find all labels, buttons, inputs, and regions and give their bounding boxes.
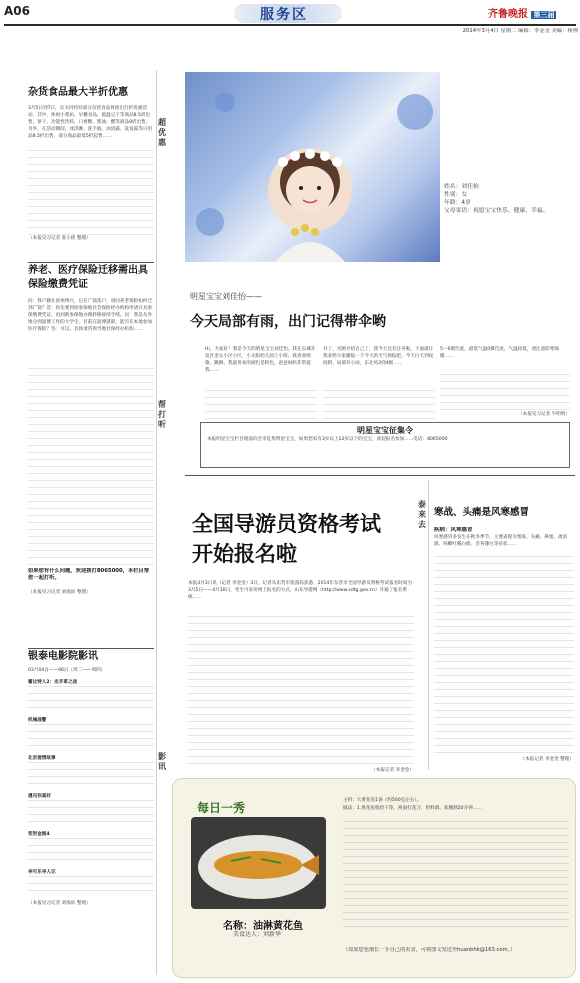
film-title: 遇见你真好 <box>28 794 51 799</box>
baby-profile <box>444 183 578 259</box>
dish-contact: （如果您也擅长一手自己的美食，可将图文发送至huanbhk@163.com。） <box>343 947 516 953</box>
cinema-credit: （本报见习记者 刘海滨 整理） <box>28 901 91 906</box>
dish-steps: 做法：1.黄花鱼收拾干净，两面打花刀，用料酒、盐腌制20分钟…… <box>343 806 482 811</box>
column-divider <box>428 480 429 770</box>
exam-credit: （本报记者 李金金） <box>371 768 414 773</box>
cold-article <box>434 506 574 770</box>
weather-col-3-filler <box>440 374 570 412</box>
insurance-article <box>28 264 154 644</box>
film-title: 霍比特人2：史矛革之战 <box>28 680 78 685</box>
insurance-body: 问：我户籍在滨州博兴，后在广饶落户，请问养老保险如何迁到广饶？答：你先要到原参保地社会保险经办机构申请开具参保缴费凭证，再到新参保地办理转移接续手续。问：我是从外地分到淄博工作的大学生，目前在淄博就职，能否在本地参加医疗保险？答：可以，具体请咨询当地社保经办机构…… <box>28 299 153 332</box>
paper-logo: 齐鲁晚报 第三届 <box>488 9 555 20</box>
baby-age: 年龄：4岁 <box>444 200 471 206</box>
weather-col-2: 对了，光顾介绍自己了，我今天还有任务呢。下面就让我来给大家播报一下今天的天气预报吧，今天白天到夜间阴，局部有小雨，东北风3到4级…… <box>323 347 434 366</box>
cold-body: 风寒感冒多发生在秋冬季节，主要表现为寒战、头痛、鼻塞、流清涕、咳嗽吐稀白痰、舌苔薄白等症状…… <box>434 535 568 547</box>
film-list <box>28 679 154 896</box>
sale-body: 3月5日到7日，东关玛特对部分杂货食品将推出打折优惠活动，其中，休闲小菜坊、早餐食品、低温豆干等商品8.5折出售，饼干、功能性饮料、口香糖、酱油、醋等商品9折出售。另外，在活动期间，冰淇淋、洗手液、沐浴露、洗发露等日用品8.5折出售，部分商品最低5折起售…… <box>28 106 153 139</box>
film-title: 变形金刚4 <box>28 832 50 837</box>
section-rule <box>28 262 154 263</box>
sale-text-filler <box>28 150 154 240</box>
dish-banner: 每日一秀 <box>197 801 246 815</box>
section-tag-travel: 泰来去 <box>418 500 426 529</box>
cold-body-filler <box>434 556 574 756</box>
section-rule <box>28 648 154 649</box>
column-divider <box>156 70 157 975</box>
film-times <box>28 838 154 864</box>
baby-wish: 父母寄语：祝愿宝宝快乐、健康、幸福。 <box>444 208 549 214</box>
cold-headline: 寒战、头痛是风寒感冒 <box>434 507 530 518</box>
dish-illustration <box>191 817 326 909</box>
insurance-credit: （本报见习记者 刘海滨 整理） <box>28 590 91 595</box>
dish-steps-filler <box>343 821 569 929</box>
insurance-ask: 如果您有什么问题，欢迎拨打8065000，本栏目帮您一起打听。 <box>28 568 150 581</box>
cinema-date: 03月04日——06日（周二——周四） <box>28 668 106 673</box>
film-title: 机械战警 <box>28 718 47 723</box>
cold-subhead: 疾病：风寒感冒 <box>434 527 473 533</box>
section-title: 服务区 <box>260 7 308 23</box>
baby-kicker: 明星宝宝刘佳怡—— <box>190 292 262 301</box>
baby-photo <box>185 72 440 262</box>
weather-col-1-filler <box>205 390 317 420</box>
film-times <box>28 876 154 896</box>
sale-credit: （本报见习记者 张小倩 整理） <box>28 236 91 241</box>
weather-credit: （本报见习记者 牛明明） <box>518 412 570 417</box>
section-tag-deals: 超优惠 <box>158 118 166 147</box>
exam-body: 本报3月3日讯（记者 李金金）3日，记者从东营市旅游局获悉，2014年东营市全国导游员资格考试报名时间为3月5日——4月30日，考生可采用网上报名的方式，山东导游网（http://www.sdtg.gov.cn）开通了报名系统…… <box>188 581 413 600</box>
film-title: 北京爱情故事 <box>28 756 56 761</box>
film-times <box>28 762 154 788</box>
insurance-text-filler <box>28 368 154 568</box>
exam-headline <box>192 509 414 569</box>
dish-panel <box>172 778 576 978</box>
paper-badge: 第三届 <box>533 11 555 19</box>
insurance-headline: 养老、医疗保险迁移需出具保险缴费凭证 <box>28 265 148 290</box>
page-number: A06 <box>4 4 30 18</box>
section-tag-film: 影讯 <box>158 752 166 771</box>
weather-col-3: 5～6摄氏度，最低气温0摄氏度。气温较低，请注意防寒保暖…… <box>440 347 560 359</box>
dish-name: 名称：油淋黄花鱼 <box>223 921 303 932</box>
masthead-rule <box>4 24 576 26</box>
sale-headline: 杂货食品最大半折优惠 <box>28 87 128 98</box>
notice-body: 本报明星宝宝栏目现面向全市征集明星宝宝，如果您家有3岁以上12岁以下的宝宝，欢迎报名参加……电话：8065000 <box>207 437 448 442</box>
exam-headline-line1: 全国导游员资格考试 <box>192 512 381 536</box>
dish-photo <box>191 817 326 909</box>
masthead-meta: 2014年3月4日 星期二 编辑：李金金 美编：杨翔 <box>462 28 578 34</box>
baby-notice-box <box>200 422 570 468</box>
cinema-headline: 银泰电影院影讯 <box>28 651 98 662</box>
cold-credit: （本报记者 李金金 整理） <box>520 757 574 762</box>
exam-body-filler <box>188 616 414 766</box>
dish-ingredients: 主料：大黄花鱼1条（约500克左右）。 <box>343 798 422 803</box>
weather-headline: 今天局部有雨，出门记得带伞哟 <box>190 314 386 330</box>
baby-photo-illustration <box>185 72 440 262</box>
section-rule <box>185 475 575 476</box>
weather-col-2-filler <box>323 390 435 420</box>
baby-name: 姓名：刘佳怡 <box>444 184 479 190</box>
film-times <box>28 686 154 712</box>
baby-sex: 性别：女 <box>444 192 468 198</box>
weather-col-1: Hi，大家好！我是今天的明星宝宝刘佳怡。我在东城开发区金太小区小区，小太阳幼儿园上小班。我喜欢唱歌、跳舞，我最喜欢的颜色是粉色，爸爸妈妈非常爱我…… <box>205 347 316 373</box>
film-times <box>28 724 154 750</box>
cinema-schedule <box>28 650 154 970</box>
notice-title: 明星宝宝征集令 <box>357 426 413 435</box>
dish-author: 美食达人：刘新华 <box>233 931 282 938</box>
exam-headline-line2: 开始报名啦 <box>192 542 297 566</box>
section-tag-help: 帮打听 <box>158 400 166 429</box>
film-title: 李可乐寻人记 <box>28 870 56 875</box>
film-times <box>28 800 154 826</box>
